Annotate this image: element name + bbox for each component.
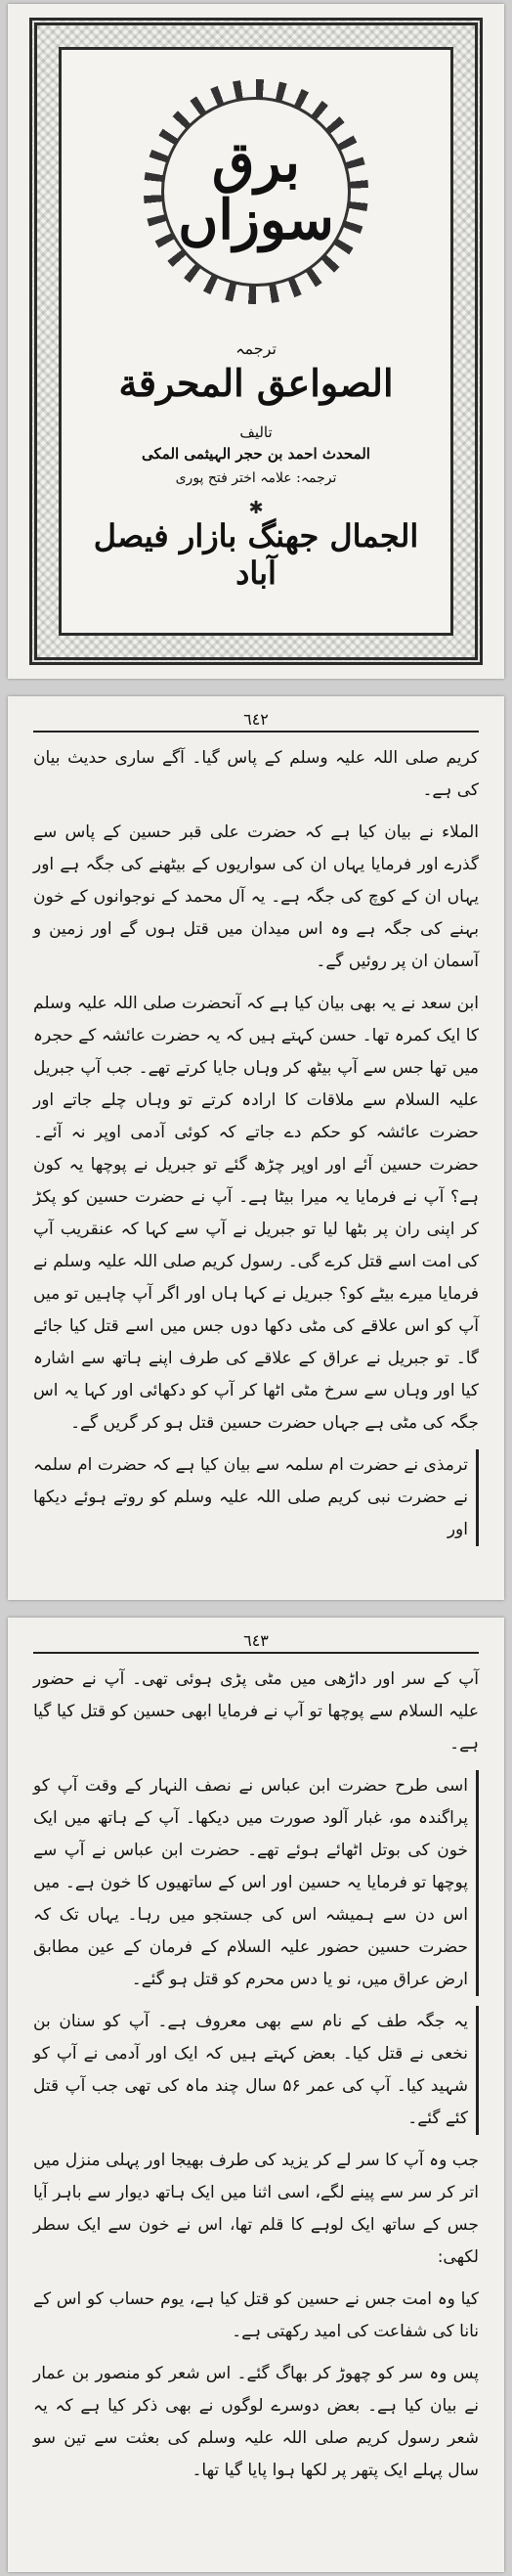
paragraph: آپ کے سر اور داڑھی میں مٹی پڑی ہوئی تھی۔ آپ نے حضور علیہ السلام سے پوچھا تو آپ نے فرمایا ابھی حسین کو قتل کیا گیا ہے۔: [33, 1669, 479, 1754]
header-rule: [33, 731, 479, 733]
page-number: ٦٤٢: [243, 710, 269, 729]
page-number: ٦٤٣: [243, 1631, 269, 1650]
book-title: برق سوزاں: [178, 130, 334, 252]
translator-name: ترجمہ: علامہ اختر فتح پوری: [175, 470, 337, 486]
rosette-center: [161, 97, 351, 287]
paragraph: کریم صلی اللہ علیہ وسلم کے پاس گیا۔ آگے ساری حدیث بیان کی ہے۔: [33, 748, 479, 800]
header-rule: [33, 1652, 479, 1654]
author-name: المحدث احمد بن حجر الہیثمی المکی: [142, 445, 370, 463]
publisher-name: الجمال جھنگ بازار فیصل آباد: [93, 517, 419, 592]
text-page-642: [8, 696, 504, 1600]
paragraph: جب وہ آپ کا سر لے کر یزید کی طرف بھیجا اور پہلی منزل میں اتر کر سر سے پینے لگے، اسی اثنا میں ایک ہاتھ دیوار سے باہر آیا جس کے ساتھ ایک لوہے کا قلم تھا، اس نے خون سے ایک سطر لکھی:: [33, 2151, 479, 2267]
arabic-title: الصواعق المحرقة: [118, 361, 394, 405]
paragraph: ابن سعد نے یہ بھی بیان کیا ہے کہ آنحضرت صلی اللہ علیہ وسلم کا ایک کمرہ تھا۔ حسن کہتے ہیں کہ یہ حضرت عائشہ کے حجرہ میں تھا جس سے آپ بیٹھ کر وہاں جایا کرتے تھے۔ جب آپ جبریل علیہ السلام سے ملاقات کا ارادہ کرتے تو وہاں چلے جاتے اور حضرت عائشہ کو حکم دے جاتے کہ کوئی آدمی اوپر نہ آئے۔ حضرت حسین آئے اور اوپر چڑھ گئے تو جبریل نے پوچھا یہ کون ہے؟ آپ نے فرمایا یہ میرا بیٹا ہے۔ آپ نے حضرت حسین کو پکڑ کر اپنی ران پر بٹھا لیا تو جبریل نے آپ سے کہا کہ عنقریب آپ کی امت اسے قتل کرے گی۔ رسول کریم صلی اللہ علیہ وسلم نے فرمایا میرے بیٹے کو؟ جبریل نے کہا ہاں اور اگر آپ چاہیں تو میں آپ کو اس علاقے کی مٹی دکھا دوں جس میں اسے قتل کیا جائے گا۔ تو جبریل نے عراق کے علاقے کی طرف اپنے ہاتھ سے اشارہ کیا اور وہاں سے سرخ مٹی اٹھا کر آپ کو دکھائی اور کہا یہ اس جگہ کی مٹی ہے جہاں حضرت حسین قتل ہو کر گریں گے۔: [33, 994, 479, 1433]
rosette-ornament: [144, 79, 368, 304]
paragraph: کیا وہ امت جس نے حسین کو قتل کیا ہے، یوم حساب کو اس کے نانا کی شفاعت کی امید رکھتی ہے۔: [33, 2289, 479, 2341]
text-page-643: [8, 1618, 504, 2572]
star-ornament-icon: ✱: [248, 498, 264, 518]
paragraph: پس وہ سر کو چھوڑ کر بھاگ گئے۔ اس شعر کو منصور بن عمار نے بیان کیا ہے۔ بعض دوسرے لوگوں نے بھی ذکر کیا ہے کہ یہ شعر رسول کریم صلی اللہ علیہ وسلم کی بعثت سے تین سو سال پہلے ایک پتھر پر لکھا ہوا پایا گیا تھا۔: [33, 2364, 479, 2480]
paragraph: ترمذی نے حضرت ام سلمہ سے بیان کیا ہے کہ حضرت ام سلمہ نے حضرت نبی کریم صلی اللہ علیہ وسلم کو روتے ہوئے دیکھا اور: [33, 1449, 479, 1546]
ornamental-border: [29, 18, 483, 665]
cover-page: [8, 4, 504, 679]
paragraph: یہ جگہ طف کے نام سے بھی معروف ہے۔ آپ کو سنان بن نخعی نے قتل کیا۔ بعض کہتے ہیں کہ ایک اور آدمی نے آپ کو شہید کیا۔ آپ کی عمر ۵۶ سال چند ماہ کی تھی جب آپ قتل کئے گئے۔: [33, 2006, 479, 2135]
paragraph: الملاء نے بیان کیا ہے کہ حضرت علی قبر حسین کے پاس سے گذرے اور فرمایا یہاں ان کی سواریوں کے بیٹھنے کی جگہ ہے اور یہاں ان کے کوچ کی جگہ ہے۔ یہ آل محمد کے نوجوانوں کے خون بہنے کی جگہ ہے وہ اس میدان میں قتل ہوں گے اور زمین و آسمان ان پر روئیں گے۔: [33, 822, 479, 971]
paragraph: اسی طرح حضرت ابن عباس نے نصف النہار کے وقت آپ کو پراگندہ مو، غبار آلود صورت میں دیکھا۔ آپ کے ہاتھ میں ایک خون کی بوتل اٹھائے ہوئے تھے۔ حضرت ابن عباس نے آپ سے پوچھا تو فرمایا یہ حسین اور اس کے ساتھیوں کا خون ہے۔ میں اس دن سے ہمیشہ اس کی جستجو میں رہا۔ یہاں تک کہ حضرت حسین حضور علیہ السلام کے فرمان کے عین مطابق ارض عراق میں، نو یا دس محرم کو قتل ہو گئے۔: [33, 1770, 479, 1996]
cover-panel: [59, 47, 453, 636]
translation-label: ترجمہ: [235, 339, 277, 358]
author-label: تالیف: [239, 423, 273, 441]
